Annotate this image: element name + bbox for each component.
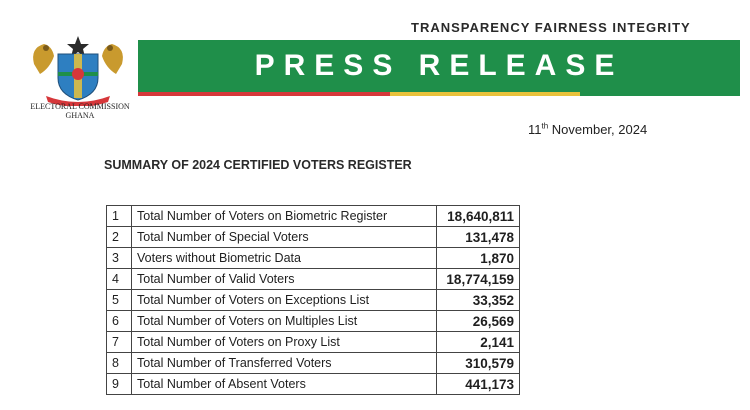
row-number: 2: [107, 227, 132, 248]
coat-of-arms-emblem: [26, 34, 130, 106]
organization-line-1: ELECTORAL COMMISSION: [30, 102, 130, 111]
date-rest: November, 2024: [548, 122, 648, 137]
row-value: 441,173: [437, 374, 520, 395]
row-label: Total Number of Special Voters: [132, 227, 437, 248]
table-row: [107, 353, 520, 374]
row-label: Total Number of Voters on Proxy List: [132, 332, 437, 353]
row-label: Voters without Biometric Data: [132, 248, 437, 269]
row-number: 9: [107, 374, 132, 395]
row-number: 7: [107, 332, 132, 353]
organization-line-2: GHANA: [65, 111, 95, 120]
date-day: 11: [528, 122, 542, 137]
summary-title: SUMMARY OF 2024 CERTIFIED VOTERS REGISTER: [104, 158, 412, 172]
table-row: [107, 332, 520, 353]
row-value: 1,870: [437, 248, 520, 269]
row-value: 18,640,811: [437, 206, 520, 227]
row-number: 3: [107, 248, 132, 269]
release-date: [528, 122, 647, 137]
organization-name: [18, 102, 142, 120]
row-value: 310,579: [437, 353, 520, 374]
row-label: Total Number of Voters on Biometric Register: [132, 206, 437, 227]
table-row: [107, 206, 520, 227]
banner-title: PRESS RELEASE: [254, 49, 624, 82]
table-row: [107, 269, 520, 290]
row-label: Total Number of Voters on Exceptions List: [132, 290, 437, 311]
voters-register-table: [106, 205, 520, 395]
tagline: TRANSPARENCY FAIRNESS INTEGRITY: [411, 20, 691, 35]
row-value: 2,141: [437, 332, 520, 353]
row-label: Total Number of Voters on Multiples List: [132, 311, 437, 332]
row-number: 1: [107, 206, 132, 227]
date-suffix: th: [541, 121, 549, 131]
table-row: [107, 290, 520, 311]
row-number: 8: [107, 353, 132, 374]
row-number: 5: [107, 290, 132, 311]
table-row: [107, 227, 520, 248]
table-row: [107, 248, 520, 269]
row-value: 26,569: [437, 311, 520, 332]
table-row: [107, 311, 520, 332]
row-value: 18,774,159: [437, 269, 520, 290]
stripe-red: [138, 92, 390, 96]
press-release-banner: [138, 40, 740, 92]
row-label: Total Number of Valid Voters: [132, 269, 437, 290]
row-value: 33,352: [437, 290, 520, 311]
row-number: 4: [107, 269, 132, 290]
row-label: Total Number of Transferred Voters: [132, 353, 437, 374]
stripe-gold: [390, 92, 580, 96]
table-row: [107, 374, 520, 395]
stripe-green: [580, 92, 740, 96]
row-number: 6: [107, 311, 132, 332]
row-label: Total Number of Absent Voters: [132, 374, 437, 395]
row-value: 131,478: [437, 227, 520, 248]
